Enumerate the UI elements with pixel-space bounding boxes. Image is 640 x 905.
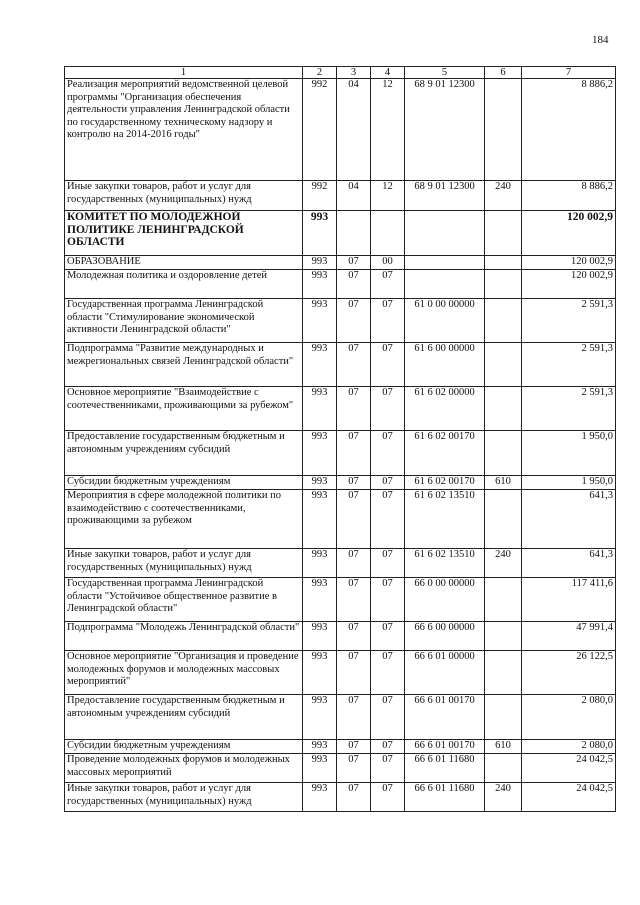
cell-expense-type — [485, 754, 522, 783]
row-name: Основное мероприятие "Взаимодействие с соотечественниками, проживающими за рубежом" — [65, 387, 303, 431]
cell-ministry: 992 — [303, 79, 337, 181]
cell-target-code: 68 9 01 12300 — [405, 79, 485, 181]
cell-ministry: 993 — [303, 476, 337, 490]
cell-section: 07 — [337, 695, 371, 740]
cell-section — [337, 211, 371, 256]
table-row — [65, 476, 616, 490]
row-name: Иные закупки товаров, работ и услуг для государственных (муниципальных) нужд — [65, 549, 303, 578]
cell-ministry: 993 — [303, 299, 337, 343]
cell-expense-type — [485, 256, 522, 270]
cell-amount: 2 591,3 — [522, 387, 616, 431]
cell-subsection: 07 — [371, 490, 405, 549]
cell-subsection: 07 — [371, 343, 405, 387]
cell-subsection: 07 — [371, 783, 405, 812]
cell-subsection: 07 — [371, 740, 405, 754]
cell-section: 07 — [337, 651, 371, 695]
cell-amount: 2 080,0 — [522, 740, 616, 754]
cell-expense-type — [485, 79, 522, 181]
page-number: 184 — [592, 34, 609, 46]
cell-expense-type: 240 — [485, 783, 522, 812]
column-header: 2 — [303, 67, 337, 79]
cell-target-code: 61 6 00 00000 — [405, 343, 485, 387]
cell-target-code: 66 6 01 00000 — [405, 651, 485, 695]
cell-ministry: 993 — [303, 343, 337, 387]
cell-amount: 2 080,0 — [522, 695, 616, 740]
cell-target-code: 66 6 01 11680 — [405, 783, 485, 812]
cell-ministry: 993 — [303, 431, 337, 476]
table-row — [65, 783, 616, 812]
row-name: Субсидии бюджетным учреждениям — [65, 740, 303, 754]
cell-subsection: 07 — [371, 578, 405, 622]
cell-amount: 1 950,0 — [522, 476, 616, 490]
table-row — [65, 695, 616, 740]
cell-target-code: 61 6 02 13510 — [405, 490, 485, 549]
table-row — [65, 270, 616, 299]
row-name: Государственная программа Ленинградской области "Стимулирование экономической активности Ленинградской области" — [65, 299, 303, 343]
row-name: Предоставление государственным бюджетным и автономным учреждениям субсидий — [65, 695, 303, 740]
cell-ministry: 993 — [303, 211, 337, 256]
cell-target-code: 68 9 01 12300 — [405, 181, 485, 211]
cell-expense-type — [485, 343, 522, 387]
cell-target-code: 61 6 02 00000 — [405, 387, 485, 431]
cell-amount: 120 002,9 — [522, 211, 616, 256]
cell-amount: 24 042,5 — [522, 783, 616, 812]
cell-target-code: 66 6 01 11680 — [405, 754, 485, 783]
cell-expense-type — [485, 578, 522, 622]
cell-section: 07 — [337, 622, 371, 651]
cell-target-code: 66 6 01 00170 — [405, 740, 485, 754]
cell-section: 07 — [337, 490, 371, 549]
table-row — [65, 622, 616, 651]
column-header: 5 — [405, 67, 485, 79]
cell-section: 07 — [337, 578, 371, 622]
cell-amount: 120 002,9 — [522, 270, 616, 299]
cell-ministry: 993 — [303, 270, 337, 299]
table-row — [65, 181, 616, 211]
table-row — [65, 651, 616, 695]
cell-subsection: 07 — [371, 549, 405, 578]
cell-expense-type: 240 — [485, 549, 522, 578]
cell-expense-type — [485, 211, 522, 256]
cell-section: 07 — [337, 549, 371, 578]
row-name: ОБРАЗОВАНИЕ — [65, 256, 303, 270]
cell-amount: 641,3 — [522, 490, 616, 549]
row-name: Предоставление государственным бюджетным и автономным учреждениям субсидий — [65, 431, 303, 476]
cell-target-code: 66 0 00 00000 — [405, 578, 485, 622]
table-row — [65, 79, 616, 181]
column-header: 6 — [485, 67, 522, 79]
cell-section: 07 — [337, 343, 371, 387]
row-name: Молодежная политика и оздоровление детей — [65, 270, 303, 299]
cell-amount: 8 886,2 — [522, 79, 616, 181]
row-name: Реализация мероприятий ведомственной целевой программы "Организация обеспечения деятельности управления Ленинградской области по государственному техническому надзору и контролю на 2014-2016 годы" — [65, 79, 303, 181]
cell-amount: 2 591,3 — [522, 343, 616, 387]
row-name: Основное мероприятие "Организация и проведение молодежных форумов и молодежных массовых мероприятий" — [65, 651, 303, 695]
cell-amount: 24 042,5 — [522, 754, 616, 783]
cell-section: 07 — [337, 299, 371, 343]
cell-amount: 117 411,6 — [522, 578, 616, 622]
cell-subsection: 07 — [371, 476, 405, 490]
row-name: Иные закупки товаров, работ и услуг для государственных (муниципальных) нужд — [65, 783, 303, 812]
cell-amount: 47 991,4 — [522, 622, 616, 651]
cell-section: 07 — [337, 270, 371, 299]
cell-ministry: 993 — [303, 256, 337, 270]
table-row — [65, 256, 616, 270]
cell-section: 04 — [337, 79, 371, 181]
cell-ministry: 993 — [303, 651, 337, 695]
column-header: 1 — [65, 67, 303, 79]
budget-table — [64, 66, 616, 812]
cell-section: 07 — [337, 754, 371, 783]
column-header: 4 — [371, 67, 405, 79]
cell-ministry: 993 — [303, 622, 337, 651]
cell-expense-type: 610 — [485, 476, 522, 490]
row-name: Проведение молодежных форумов и молодежных массовых мероприятий — [65, 754, 303, 783]
cell-subsection: 12 — [371, 79, 405, 181]
cell-target-code — [405, 256, 485, 270]
cell-subsection: 07 — [371, 387, 405, 431]
table-row — [65, 431, 616, 476]
table-row — [65, 343, 616, 387]
cell-ministry: 993 — [303, 387, 337, 431]
row-name: Государственная программа Ленинградской области "Устойчивое общественное развитие в Ленинградской области" — [65, 578, 303, 622]
cell-target-code: 61 6 02 13510 — [405, 549, 485, 578]
cell-amount: 2 591,3 — [522, 299, 616, 343]
cell-ministry: 993 — [303, 549, 337, 578]
cell-target-code: 61 0 00 00000 — [405, 299, 485, 343]
cell-subsection: 07 — [371, 431, 405, 476]
cell-target-code — [405, 270, 485, 299]
row-name: Иные закупки товаров, работ и услуг для государственных (муниципальных) нужд — [65, 181, 303, 211]
cell-target-code — [405, 211, 485, 256]
cell-subsection: 12 — [371, 181, 405, 211]
cell-ministry: 993 — [303, 695, 337, 740]
cell-expense-type — [485, 299, 522, 343]
cell-amount: 120 002,9 — [522, 256, 616, 270]
cell-expense-type: 240 — [485, 181, 522, 211]
cell-subsection — [371, 211, 405, 256]
table-row — [65, 211, 616, 256]
cell-target-code: 66 6 00 00000 — [405, 622, 485, 651]
table-row — [65, 549, 616, 578]
cell-subsection: 07 — [371, 651, 405, 695]
cell-subsection: 07 — [371, 695, 405, 740]
cell-expense-type — [485, 431, 522, 476]
cell-expense-type — [485, 695, 522, 740]
cell-expense-type — [485, 270, 522, 299]
cell-ministry: 993 — [303, 754, 337, 783]
row-name: Субсидии бюджетным учреждениям — [65, 476, 303, 490]
cell-subsection: 07 — [371, 270, 405, 299]
column-header: 7 — [522, 67, 616, 79]
cell-ministry: 992 — [303, 181, 337, 211]
cell-section: 07 — [337, 740, 371, 754]
cell-ministry: 993 — [303, 578, 337, 622]
cell-expense-type — [485, 622, 522, 651]
cell-amount: 1 950,0 — [522, 431, 616, 476]
table-row — [65, 299, 616, 343]
cell-target-code: 61 6 02 00170 — [405, 431, 485, 476]
row-name: КОМИТЕТ ПО МОЛОДЕЖНОЙ ПОЛИТИКЕ ЛЕНИНГРАДСКОЙ ОБЛАСТИ — [65, 211, 303, 256]
cell-section: 07 — [337, 476, 371, 490]
cell-ministry: 993 — [303, 783, 337, 812]
cell-expense-type: 610 — [485, 740, 522, 754]
column-header: 3 — [337, 67, 371, 79]
cell-subsection: 07 — [371, 754, 405, 783]
cell-section: 07 — [337, 387, 371, 431]
cell-section: 07 — [337, 431, 371, 476]
cell-amount: 26 122,5 — [522, 651, 616, 695]
table-row — [65, 740, 616, 754]
table-row — [65, 490, 616, 549]
cell-subsection: 00 — [371, 256, 405, 270]
cell-ministry: 993 — [303, 740, 337, 754]
row-name: Подпрограмма "Молодежь Ленинградской области" — [65, 622, 303, 651]
cell-target-code: 61 6 02 00170 — [405, 476, 485, 490]
cell-subsection: 07 — [371, 299, 405, 343]
table-header-row — [65, 67, 616, 79]
table-row — [65, 387, 616, 431]
row-name: Подпрограмма "Развитие международных и межрегиональных связей Ленинградской области" — [65, 343, 303, 387]
cell-amount: 8 886,2 — [522, 181, 616, 211]
cell-expense-type — [485, 490, 522, 549]
cell-section: 07 — [337, 256, 371, 270]
cell-target-code: 66 6 01 00170 — [405, 695, 485, 740]
cell-section: 04 — [337, 181, 371, 211]
cell-section: 07 — [337, 783, 371, 812]
cell-expense-type — [485, 387, 522, 431]
table-row — [65, 578, 616, 622]
cell-amount: 641,3 — [522, 549, 616, 578]
table-row — [65, 754, 616, 783]
cell-expense-type — [485, 651, 522, 695]
cell-ministry: 993 — [303, 490, 337, 549]
cell-subsection: 07 — [371, 622, 405, 651]
row-name: Мероприятия в сфере молодежной политики по взаимодействию с соотечественниками, проживающими за рубежом — [65, 490, 303, 549]
